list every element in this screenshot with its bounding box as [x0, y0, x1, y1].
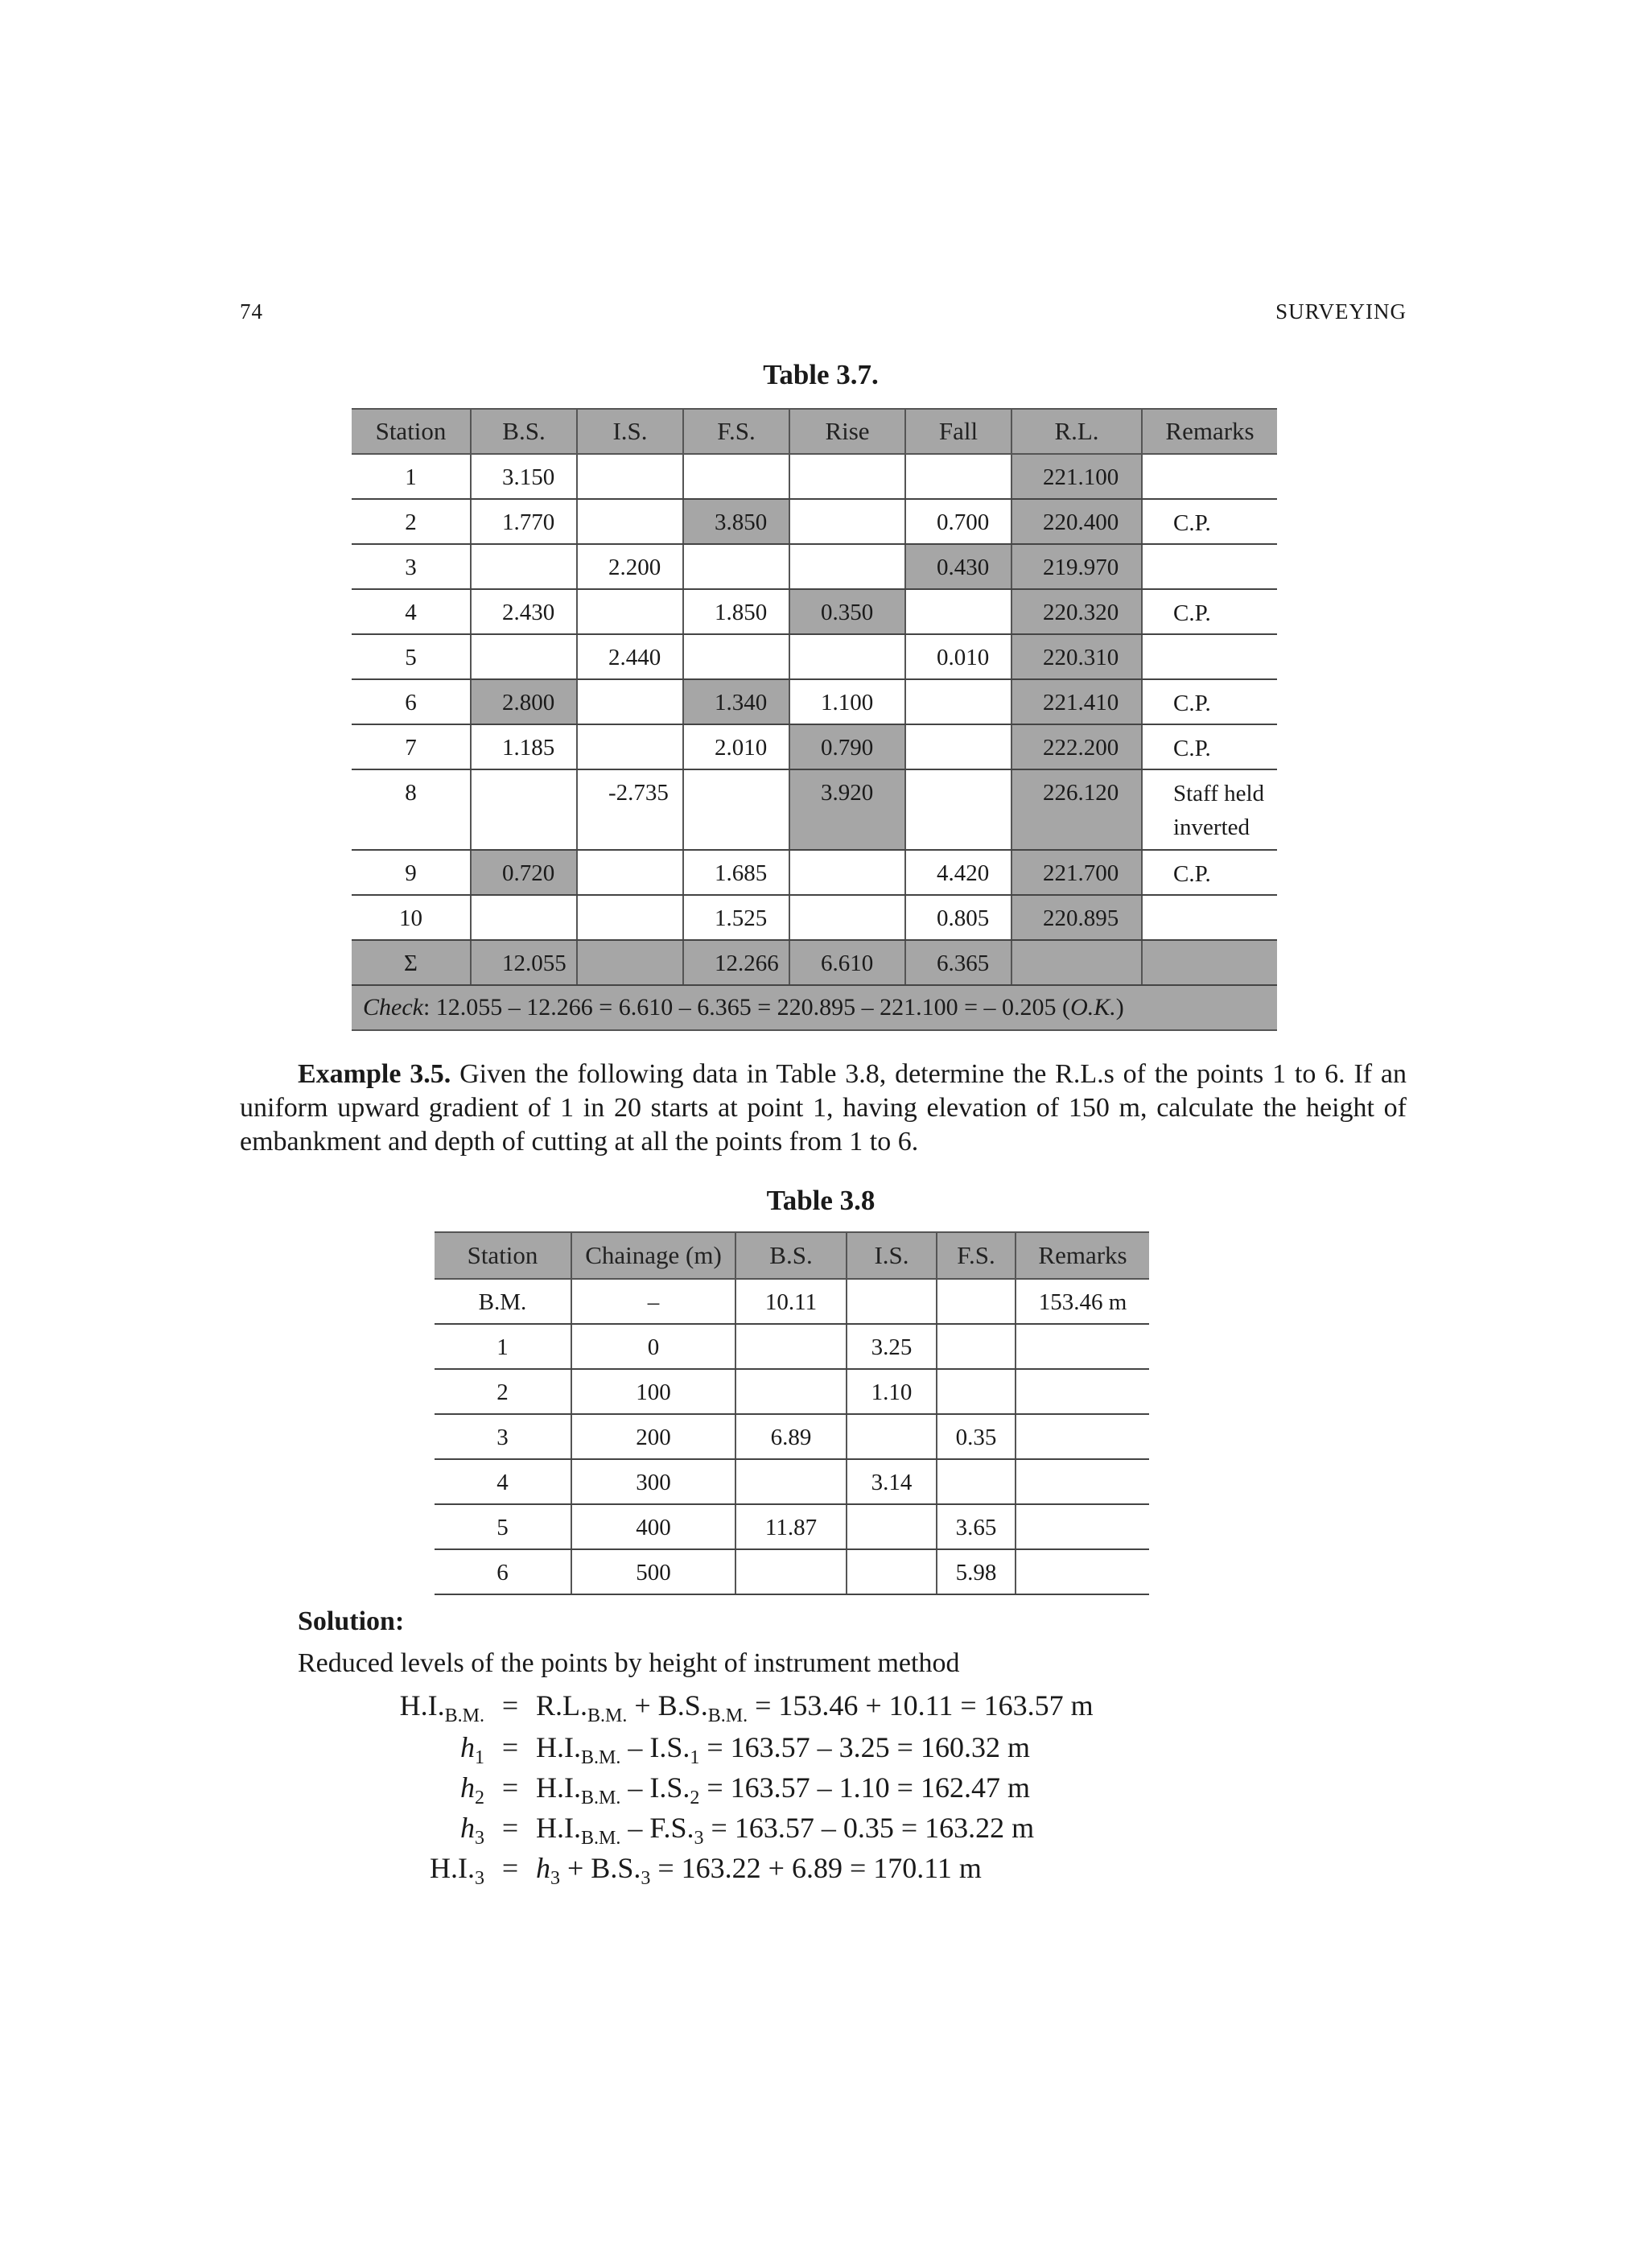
table37-row: [352, 895, 1277, 940]
table37-cell: [471, 769, 577, 850]
table38-col-header: B.S.: [735, 1232, 847, 1279]
table37-sum-cell: 12.266: [683, 940, 789, 985]
table37-cell: 1.185: [471, 724, 577, 769]
table38-cell: 5.98: [937, 1549, 1016, 1594]
table37-cell: -2.735: [577, 769, 683, 850]
table37-cell: 5: [352, 634, 471, 679]
table37-cell: 3.150: [471, 454, 577, 499]
table37-cell: [683, 544, 789, 589]
equation-lhs-main: H.I.: [399, 1689, 445, 1722]
table38-row: [435, 1459, 1149, 1504]
table37-title: Table 3.7.: [763, 359, 879, 390]
table37-cell: [471, 634, 577, 679]
table38-cell: 6: [435, 1549, 571, 1594]
table37-cell: [1142, 895, 1277, 940]
table37-cell: 10: [352, 895, 471, 940]
equation-line: [378, 1851, 982, 1890]
check-close: ): [1115, 994, 1124, 1021]
table38-cell: 100: [571, 1369, 735, 1414]
table37-cell: 2: [352, 499, 471, 544]
table37-row: [352, 634, 1277, 679]
equation-rhs: [536, 1771, 1030, 1808]
table38-cell: 0: [571, 1324, 735, 1369]
table38-cell: 10.11: [735, 1279, 847, 1324]
table38-cell: [735, 1369, 847, 1414]
table38-cell: 4: [435, 1459, 571, 1504]
equation-subscript: 1: [690, 1747, 700, 1768]
table37-cell: [789, 895, 905, 940]
equation-term: = 163.57 – 1.10 = 162.47 m: [699, 1771, 1030, 1804]
equation-term: = 163.22 + 6.89 = 170.11 m: [650, 1852, 982, 1884]
equation-lhs-subscript: 2: [475, 1788, 484, 1808]
table38-cell: 3.65: [937, 1504, 1016, 1549]
table37-row: [352, 679, 1277, 724]
equation-term: = 163.57 – 0.35 = 163.22 m: [703, 1812, 1035, 1844]
table38-cell: [1016, 1459, 1149, 1504]
equation-subscript: 3: [694, 1828, 704, 1849]
table37-cell: 1.100: [789, 679, 905, 724]
table37-cell: 1.850: [683, 589, 789, 634]
table37-cell: C.P.: [1142, 850, 1277, 895]
check-ok: O.K.: [1070, 994, 1116, 1021]
table37-cell: [683, 769, 789, 850]
table37-cell: [683, 454, 789, 499]
table37-cell: 4: [352, 589, 471, 634]
table37-cell: 219.970: [1011, 544, 1142, 589]
table37-cell: Staff held inverted: [1142, 769, 1277, 850]
table37-cell: 0.010: [905, 634, 1011, 679]
table37-cell: 0.430: [905, 544, 1011, 589]
equation-lhs-subscript: 1: [475, 1747, 484, 1768]
table37-cell: [905, 589, 1011, 634]
table37-cell: [905, 724, 1011, 769]
table37-cell: 221.700: [1011, 850, 1142, 895]
running-head: SURVEYING: [1275, 299, 1407, 324]
table38-cell: [847, 1549, 937, 1594]
table37-cell: 1.525: [683, 895, 789, 940]
equation-subscript: 3: [641, 1868, 651, 1889]
table37-cell: 222.200: [1011, 724, 1142, 769]
equation-term: R.L.: [536, 1689, 588, 1722]
table38-cell: 1.10: [847, 1369, 937, 1414]
equals-sign: =: [501, 1812, 519, 1844]
equation-lhs-main: h: [460, 1771, 475, 1804]
table37-cell: C.P.: [1142, 724, 1277, 769]
table37-cell: 1: [352, 454, 471, 499]
table37-cell: 0.700: [905, 499, 1011, 544]
table38-row: [435, 1279, 1149, 1324]
table38-cell: 3.25: [847, 1324, 937, 1369]
equation-rhs: [536, 1689, 1094, 1726]
table37-cell: 221.410: [1011, 679, 1142, 724]
table38-cell: 300: [571, 1459, 735, 1504]
table37-sum-cell: 6.610: [789, 940, 905, 985]
table37-sum-cell: [1011, 940, 1142, 985]
solution-heading: Solution:: [298, 1606, 405, 1636]
table37-col-header: Fall: [905, 409, 1011, 454]
equation-lhs-main: H.I.: [430, 1852, 475, 1884]
table38-row: [435, 1549, 1149, 1594]
equals-sign: =: [501, 1689, 519, 1722]
equation-term: – F.S.: [620, 1812, 694, 1844]
table38-cell: 3.14: [847, 1459, 937, 1504]
table37-cell: 8: [352, 769, 471, 850]
table37-check-row: [352, 985, 1277, 1030]
table37-cell: 0.350: [789, 589, 905, 634]
table37-sum-cell: 12.055: [471, 940, 577, 985]
table38-cell: [937, 1279, 1016, 1324]
table37-col-header: I.S.: [577, 409, 683, 454]
table37-cell: C.P.: [1142, 589, 1277, 634]
table37-cell: [577, 850, 683, 895]
equation-subscript: B.M.: [581, 1788, 621, 1808]
equals-sign: =: [501, 1771, 519, 1804]
table37-cell: C.P.: [1142, 499, 1277, 544]
table37-cell: 2.800: [471, 679, 577, 724]
table37-cell: 6: [352, 679, 471, 724]
table37-cell: [789, 499, 905, 544]
table37-cell: [789, 634, 905, 679]
table37-cell: 2.430: [471, 589, 577, 634]
table37-sum-cell: 6.365: [905, 940, 1011, 985]
equals-sign: =: [501, 1731, 519, 1763]
table38-row: [435, 1324, 1149, 1369]
table37-sum-cell: Σ: [352, 940, 471, 985]
table37-cell: [577, 499, 683, 544]
equation-lhs-main: h: [460, 1812, 475, 1844]
table37-cell: 220.400: [1011, 499, 1142, 544]
table37-cell: 0.805: [905, 895, 1011, 940]
check-text: [352, 985, 1277, 1030]
table37-row: [352, 724, 1277, 769]
table37-cell: [577, 589, 683, 634]
equation-term: – I.S.: [620, 1771, 690, 1804]
equation-term: + B.S.: [627, 1689, 708, 1722]
equation-rhs: [536, 1731, 1030, 1768]
equation-term: h: [536, 1852, 550, 1884]
table37-col-header: Rise: [789, 409, 905, 454]
table37-row: [352, 850, 1277, 895]
table37-cell: 4.420: [905, 850, 1011, 895]
table37-cell: [905, 679, 1011, 724]
table38-col-header: I.S.: [847, 1232, 937, 1279]
equation-subscript: B.M.: [587, 1705, 628, 1726]
table37-cell: 7: [352, 724, 471, 769]
equation-term: H.I.: [536, 1812, 581, 1844]
table37-cell: [1142, 544, 1277, 589]
equation-term: = 153.46 + 10.11 = 163.57 m: [748, 1689, 1094, 1722]
equation-subscript: 2: [690, 1788, 700, 1808]
table37-cell: [471, 544, 577, 589]
table38-row: [435, 1369, 1149, 1414]
equation-lhs: [378, 1811, 484, 1849]
table38-cell: [847, 1504, 937, 1549]
equation-term: H.I.: [536, 1771, 581, 1804]
table37-row: [352, 499, 1277, 544]
table37-cell: [905, 769, 1011, 850]
equation-rhs: [536, 1812, 1035, 1849]
table38-cell: [937, 1324, 1016, 1369]
table37-cell: 1.685: [683, 850, 789, 895]
equation-term: H.I.: [536, 1731, 581, 1763]
example-label: Example 3.5.: [298, 1059, 451, 1089]
table37-cell: 1.770: [471, 499, 577, 544]
table37-cell: 2.010: [683, 724, 789, 769]
table37-cell: [789, 454, 905, 499]
equation-lhs: [378, 1771, 484, 1809]
table38-cell: [937, 1369, 1016, 1414]
check-body: : 12.055 – 12.266 = 6.610 – 6.365 = 220.895 – 221.100 = – 0.205 (: [422, 994, 1071, 1021]
equation-lhs: [378, 1851, 484, 1890]
page-number: 74: [240, 299, 263, 324]
table38-cell: [735, 1459, 847, 1504]
table37-cell: [577, 724, 683, 769]
table37-row: [352, 454, 1277, 499]
table38-cell: 400: [571, 1504, 735, 1549]
table37-cell: [471, 895, 577, 940]
table37-col-header: Station: [352, 409, 471, 454]
table38-cell: 5: [435, 1504, 571, 1549]
table38-row: [435, 1414, 1149, 1459]
table37-cell: [789, 850, 905, 895]
table38-cell: [1016, 1504, 1149, 1549]
table38-title: Table 3.8: [766, 1185, 876, 1216]
table37-cell: 3.850: [683, 499, 789, 544]
table38-cell: 11.87: [735, 1504, 847, 1549]
table37-cell: 9: [352, 850, 471, 895]
example-paragraph: [240, 1058, 1407, 1159]
equation-lhs-subscript: 3: [475, 1868, 484, 1889]
table37-cell: [789, 544, 905, 589]
table37-cell: [1142, 634, 1277, 679]
table37-row: [352, 544, 1277, 589]
table38-col-header: F.S.: [937, 1232, 1016, 1279]
table38-row: [435, 1504, 1149, 1549]
equation-subscript: 3: [550, 1868, 560, 1889]
table38-cell: [1016, 1414, 1149, 1459]
table38-cell: [1016, 1369, 1149, 1414]
equation-line: [378, 1689, 1094, 1727]
table37-cell: 3.920: [789, 769, 905, 850]
table37-cell: [905, 454, 1011, 499]
table37-cell: [577, 679, 683, 724]
table37-cell: 0.790: [789, 724, 905, 769]
table37-cell: 2.200: [577, 544, 683, 589]
table37-header-row: [352, 409, 1277, 454]
table38-col-header: Station: [435, 1232, 571, 1279]
table37-cell: 220.320: [1011, 589, 1142, 634]
table38-cell: [847, 1414, 937, 1459]
equation-lhs-subscript: B.M.: [444, 1705, 484, 1726]
table38-cell: [735, 1324, 847, 1369]
equation-lhs: [378, 1730, 484, 1769]
table37-cell: 220.895: [1011, 895, 1142, 940]
table38-col-header: Chainage (m): [571, 1232, 735, 1279]
table37-cell: C.P.: [1142, 679, 1277, 724]
table38-col-header: Remarks: [1016, 1232, 1149, 1279]
table37-col-header: B.S.: [471, 409, 577, 454]
table38-cell: 500: [571, 1549, 735, 1594]
table37-sum-row: [352, 940, 1277, 985]
table38-cell: [1016, 1549, 1149, 1594]
table38-cell: 153.46 m: [1016, 1279, 1149, 1324]
table38-cell: 1: [435, 1324, 571, 1369]
table38-cell: [847, 1279, 937, 1324]
table37-row: [352, 589, 1277, 634]
table38-cell: 3: [435, 1414, 571, 1459]
table37-sum-cell: [577, 940, 683, 985]
table37-sum-cell: [1142, 940, 1277, 985]
table37-col-header: F.S.: [683, 409, 789, 454]
equation-subscript: B.M.: [581, 1747, 621, 1768]
equation-subscript: B.M.: [581, 1828, 621, 1849]
table38-cell: 200: [571, 1414, 735, 1459]
table37-col-header: R.L.: [1011, 409, 1142, 454]
table37-cell: 221.100: [1011, 454, 1142, 499]
equation-term: = 163.57 – 3.25 = 160.32 m: [699, 1731, 1030, 1763]
table38-cell: [937, 1459, 1016, 1504]
table37-cell: 0.720: [471, 850, 577, 895]
table38-cell: 0.35: [937, 1414, 1016, 1459]
table37-cell: 226.120: [1011, 769, 1142, 850]
equals-sign: =: [501, 1852, 519, 1884]
equation-lhs: [378, 1689, 484, 1727]
table37-cell: [1142, 454, 1277, 499]
table37: [352, 408, 1277, 1031]
table37-row: [352, 769, 1277, 850]
table37-cell: 2.440: [577, 634, 683, 679]
table37-cell: [577, 454, 683, 499]
table38-cell: B.M.: [435, 1279, 571, 1324]
equation-term: + B.S.: [560, 1852, 641, 1884]
table38-cell: –: [571, 1279, 735, 1324]
table38-cell: [735, 1549, 847, 1594]
table38-cell: 2: [435, 1369, 571, 1414]
table38-header-row: [435, 1232, 1149, 1279]
table38-cell: [1016, 1324, 1149, 1369]
table37-cell: 3: [352, 544, 471, 589]
equation-line: [378, 1811, 1034, 1849]
equation-lhs-main: h: [460, 1731, 475, 1763]
equation-subscript: B.M.: [707, 1705, 748, 1726]
table38: [435, 1231, 1149, 1595]
table37-cell: [683, 634, 789, 679]
equation-line: [378, 1730, 1030, 1769]
equation-term: – I.S.: [620, 1731, 690, 1763]
equation-line: [378, 1771, 1030, 1809]
table38-cell: 6.89: [735, 1414, 847, 1459]
table37-cell: 220.310: [1011, 634, 1142, 679]
equation-lhs-subscript: 3: [475, 1828, 484, 1849]
table37-col-header: Remarks: [1142, 409, 1277, 454]
table37-cell: [577, 895, 683, 940]
equation-rhs: [536, 1852, 982, 1889]
example-text: Given the following data in Table 3.8, determine the R.L.s of the points 1 to 6. If an uniform upward gradient of 1 in 20 starts at point 1, having elevation of 150 m, calculate the height of embankment and depth of cutting at all the points from 1 to 6.: [240, 1059, 1407, 1157]
table37-cell: 1.340: [683, 679, 789, 724]
solution-intro: Reduced levels of the points by height of instrument method: [298, 1648, 960, 1678]
check-label: Check: [363, 994, 423, 1021]
